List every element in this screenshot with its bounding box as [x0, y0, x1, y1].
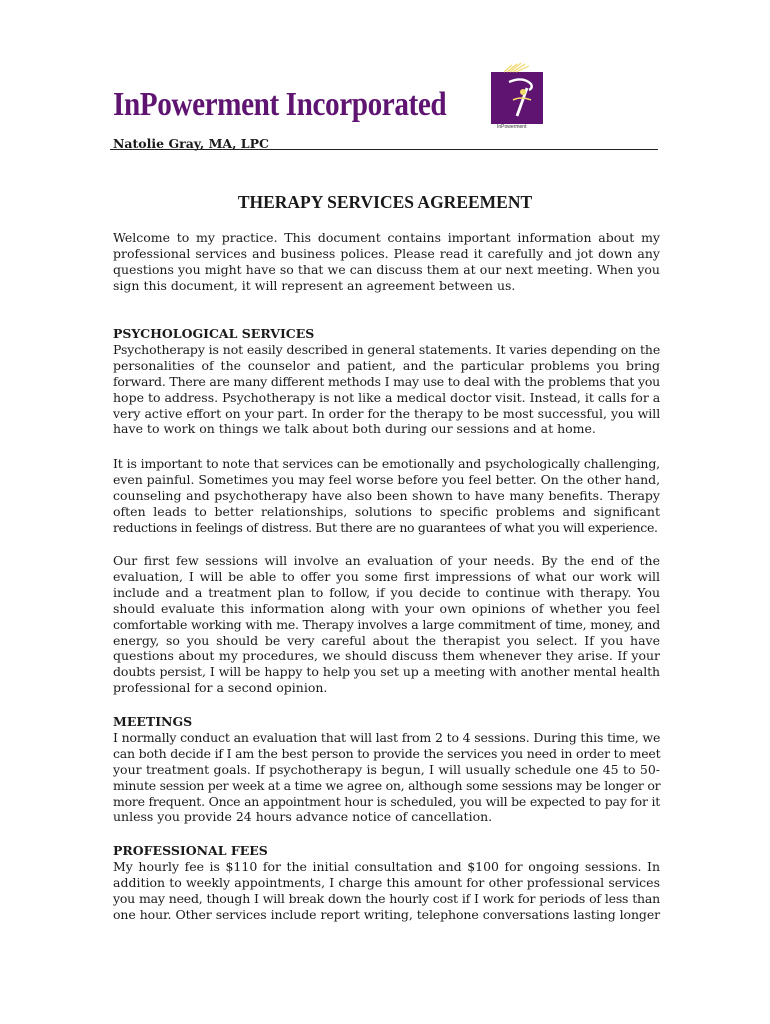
- text-line: even painful. Sometimes you may feel worse before you feel better. On the other hand,: [113, 471, 660, 487]
- section-heading: PSYCHOLOGICAL SERVICES: [113, 326, 315, 341]
- text-line: I normally conduct an evaluation that will last from 2 to 4 sessions. During this time, we: [113, 729, 661, 745]
- professional-fees-section: [113, 843, 660, 923]
- text-line: evaluation, I will be able to offer you some first impressions of what our work will: [113, 568, 660, 584]
- text-line: your treatment goals. If psychotherapy is begun, I will usually schedule one 45 to 50-: [113, 761, 660, 777]
- text-line: professional services and business polices. Please read it carefully and jot down any: [113, 245, 660, 261]
- text-line: minute session per week at a time we agree on, although some sessions may be longer or: [113, 777, 661, 793]
- logo-caption: InPowerment: [497, 124, 527, 130]
- meetings-section: [113, 714, 660, 825]
- company-name: InPowerment Incorporated: [113, 86, 447, 123]
- text-line: Our first few sessions will involve an evaluation of your needs. By the end of the: [113, 553, 660, 568]
- text-line: Welcome to my practice. This document contains important information about my: [113, 230, 660, 245]
- text-line: Psychotherapy is not easily described in general statements. It varies depending on the: [113, 341, 661, 357]
- text-line: sign this document, it will represent an agreement between us.: [113, 277, 516, 293]
- text-line: hope to address. Psychotherapy is not like a medical doctor visit. Instead, it calls for a: [113, 389, 661, 405]
- evaluation-paragraph: [113, 553, 660, 696]
- text-line: It is important to note that services can be emotionally and psychologically challenging,: [113, 456, 660, 471]
- text-line: unless you provide 24 hours advance notice of cancellation.: [113, 809, 493, 825]
- text-line: can both decide if I am the best person to provide the services you need in order to meet: [113, 745, 661, 761]
- text-line: one hour. Other services include report writing, telephone conversations lasting longer: [113, 906, 660, 922]
- text-line: forward. There are many different methods I may use to deal with the problems that you: [113, 373, 660, 389]
- header-divider: [110, 149, 658, 150]
- text-line: include and a treatment plan to follow, if you decide to continue with therapy. You: [113, 584, 660, 600]
- psychological-services-section: [113, 326, 660, 437]
- text-line: questions about my procedures, we should discuss them whenever they arise. If your: [113, 648, 660, 664]
- text-line: more frequent. Once an appointment hour is scheduled, you will be expected to pay for it: [113, 793, 660, 809]
- section-heading: MEETINGS: [113, 714, 193, 729]
- text-line: reductions in feelings of distress. But there are no guarantees of what you will experience.: [113, 519, 658, 535]
- text-line: energy, so you should be very careful about the therapist you select. If you have: [113, 632, 660, 648]
- intro-paragraph: [113, 230, 660, 294]
- challenges-paragraph: [113, 456, 660, 536]
- text-line: counseling and psychotherapy have also been shown to have many benefits. Therapy: [113, 487, 660, 503]
- text-line: doubts persist, I will be happy to help you set up a meeting with another mental health: [113, 664, 660, 680]
- text-line: comfortable working with me. Therapy involves a large commitment of time, money, and: [113, 616, 660, 632]
- text-line: often leads to better relationships, solutions to specific problems and significant: [113, 503, 660, 519]
- text-line: very active effort on your part. In order for the therapy to be most successful, you will: [113, 405, 661, 421]
- text-line: you may need, though I will break down the hourly cost if I work for periods of less than: [113, 890, 660, 906]
- document-title: THERAPY SERVICES AGREEMENT: [237, 192, 533, 212]
- author-credential: Natolie Gray, MA, LPC: [113, 136, 269, 151]
- text-line: personalities of the counselor and patient, and the particular problems you bring: [113, 357, 660, 373]
- text-line: have to work on things we talk about both during our sessions and at home.: [113, 421, 596, 437]
- text-line: questions you might have so that we can discuss them at our next meeting. When you: [113, 261, 660, 277]
- text-line: My hourly fee is $110 for the initial consultation and $100 for ongoing sessions. In: [113, 858, 660, 874]
- text-line: should evaluate this information along with your own opinions of whether you feel: [113, 600, 660, 616]
- section-heading: PROFESSIONAL FEES: [113, 843, 268, 858]
- text-line: professional for a second opinion.: [113, 680, 328, 696]
- text-line: addition to weekly appointments, I charge this amount for other professional services: [113, 874, 660, 890]
